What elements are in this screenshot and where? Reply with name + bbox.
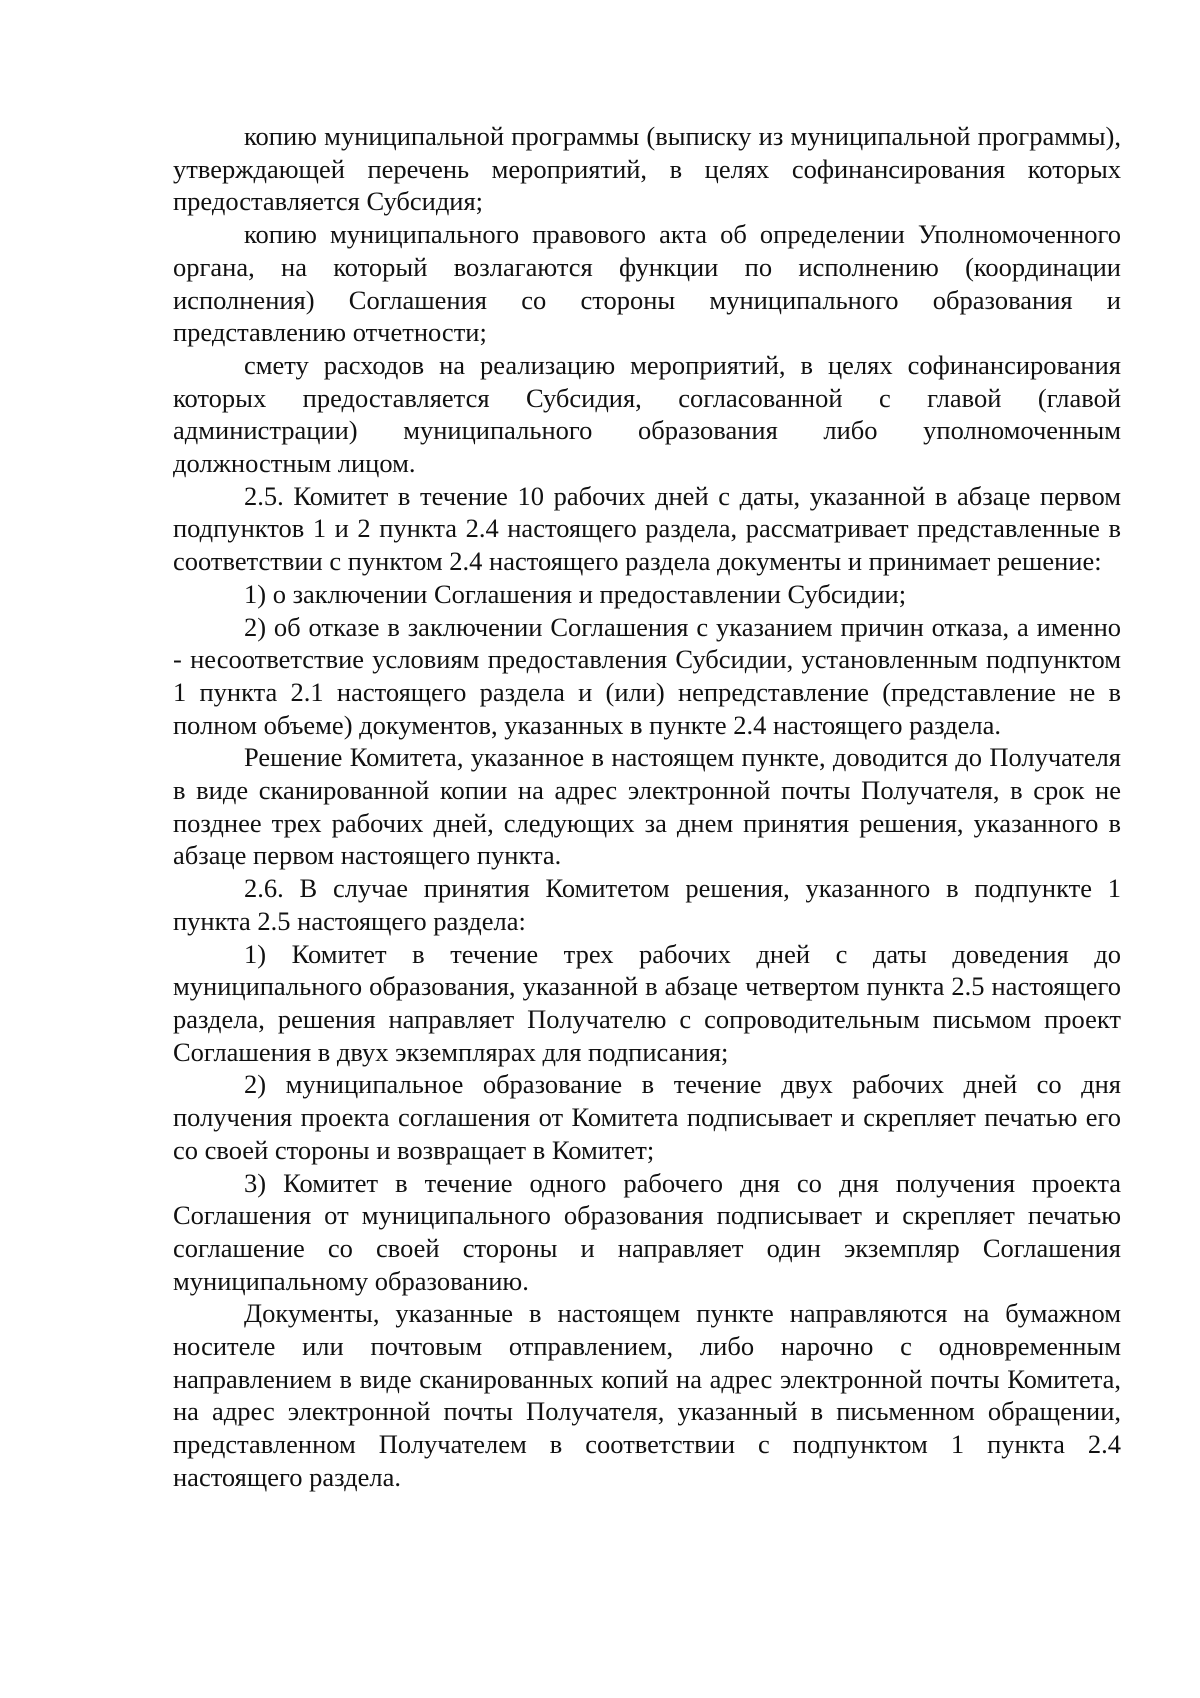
paragraph-clause-2-6-item-3: 3) Комитет в течение одного рабочего дня со дня получения проекта Соглашения от муниципального образования подписывает и скрепляет печатью соглашение со своей стороны и направляет один экземпляр Соглашения муниципальному образованию. xyxy=(173,1167,1121,1296)
paragraph-clause-2-6: 2.6. В случае принятия Комитетом решения, указанного в подпункте 1 пункта 2.5 настоящего раздела: xyxy=(173,873,1121,936)
document-body xyxy=(173,120,1121,1494)
paragraph-clause-2-5-item-1: 1) о заключении Соглашения и предоставлении Субсидии; xyxy=(244,578,907,609)
paragraph-clause-2-6-item-1: 1) Комитет в течение трех рабочих дней с даты доведения до муниципального образования, указанной в абзаце четвертом пункта 2.5 настоящего раздела, решения направляет Получателю с сопроводительным письмом проект Соглашения в двух экземплярах для подписания; xyxy=(173,938,1121,1067)
paragraph-copy-legal-act: копию муниципального правового акта об определении Уполномоченного органа, на который возлагаются функции по исполнению (координации исполнения) Соглашения со стороны муниципального образования и представлению отчетности; xyxy=(173,219,1121,348)
paragraph-documents-delivery: Документы, указанные в настоящем пункте направляются на бумажном носителе или почтовым отправлением, либо нарочно с одновременным направлением в виде сканированных копий на адрес электронной почты Комитета, на адрес электронной почты Получателя, указанный в письменном обращении, представленном Получателем в соответствии с подпунктом 1 пункта 2.4 настоящего раздела. xyxy=(173,1298,1121,1492)
paragraph-committee-decision: Решение Комитета, указанное в настоящем пункте, доводится до Получателя в виде сканированной копии на адрес электронной почты Получателя, в срок не позднее трех рабочих дней, следующих за днем принятия решения, указанного в абзаце первом настоящего пункта. xyxy=(173,742,1121,871)
paragraph-copy-municipal-program: копию муниципальной программы (выписку из муниципальной программы), утверждающей перечень мероприятий, в целях софинансирования которых предоставляется Субсидия; xyxy=(173,121,1121,217)
paragraph-clause-2-5-item-2: 2) об отказе в заключении Соглашения с указанием причин отказа, а именно - несоответствие условиям предоставления Субсидии, установленным подпунктом 1 пункта 2.1 настоящего раздела и (или) непредставление (представление не в полном объеме) документов, указанных в пункте 2.4 настоящего раздела. xyxy=(173,611,1121,740)
paragraph-cost-estimate: смету расходов на реализацию мероприятий, в целях софинансирования которых предоставляется Субсидия, согласованной с главой (главой администрации) муниципального образования либо уполномоченным должностным лицом. xyxy=(173,349,1121,479)
paragraph-clause-2-5: 2.5. Комитет в течение 10 рабочих дней с даты, указанной в абзаце первом подпунктов 1 и 2 пункта 2.4 настоящего раздела, рассматривает представленные в соответствии с пунктом 2.4 настоящего раздела документы и принимает решение: xyxy=(173,480,1121,577)
paragraph-clause-2-6-item-2: 2) муниципальное образование в течение двух рабочих дней со дня получения проекта соглашения от Комитета подписывает и скрепляет печатью его со своей стороны и возвращает в Комитет; xyxy=(173,1069,1121,1165)
